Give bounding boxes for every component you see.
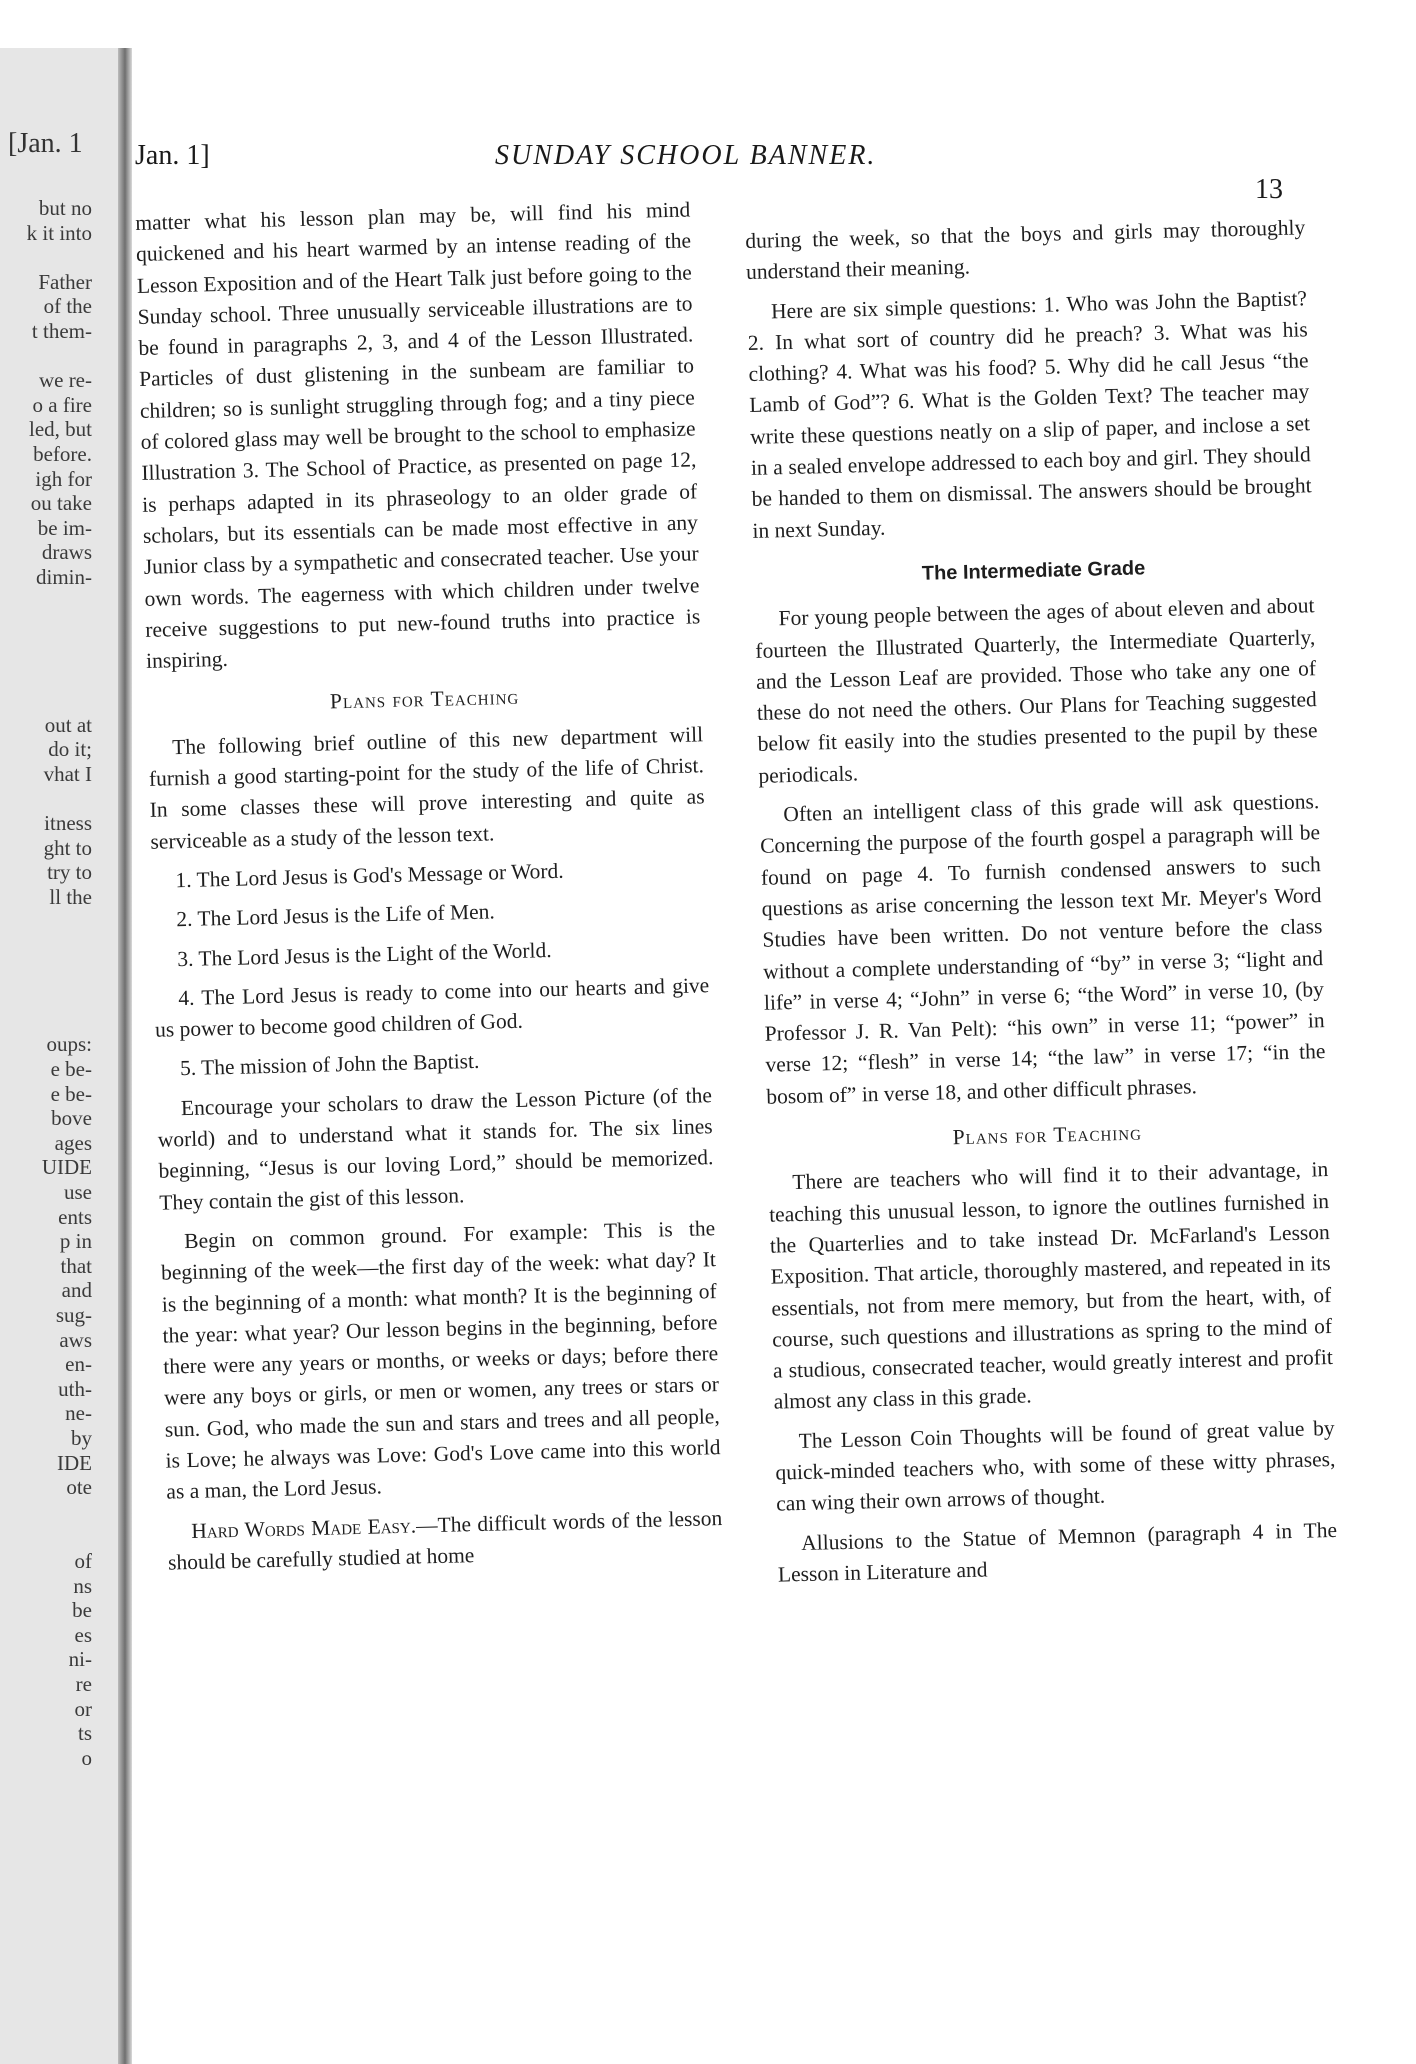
paragraph: Allusions to the Statue of Memnon (paragraph 4 in The Lesson in Literature and — [777, 1517, 1338, 1587]
facing-page-line: led, but — [29, 417, 92, 442]
facing-page-line: be im- — [37, 515, 92, 540]
facing-page-line: ote — [66, 1475, 92, 1500]
facing-page-line: en- — [65, 1352, 92, 1377]
facing-page-line: be — [72, 1598, 92, 1623]
facing-page-line: by — [71, 1426, 92, 1450]
section-heading: Plans for Teaching — [952, 1120, 1143, 1150]
facing-page-line: UIDE — [41, 1155, 92, 1180]
facing-page-line: ght to — [43, 835, 92, 860]
facing-page-fragment — [0, 48, 131, 2064]
facing-page-line: of the — [43, 294, 92, 319]
paragraph-hard-words — [167, 1503, 723, 1579]
facing-page-line: draws — [41, 540, 92, 565]
paragraph: There are teachers who will find it to their advantage, in teaching this unusual lesson, to ignore the outlines furnished in the Quarterlies and to take instead Dr. McFarland's Lesson Exposition. That article, thoroughly mastered, and repeated in its essentials, not from mere memory, but from the heart, with, of course, such questions and illustrations as spring to the mind of a studious, consecrated teacher, would greatly interest and profit almost any class in this grade. — [768, 1157, 1334, 1415]
facing-page-line: t them- — [31, 319, 92, 343]
facing-page-line: that — [60, 1253, 92, 1278]
facing-page-line: ne- — [65, 1401, 92, 1426]
section-heading: The Intermediate Grade — [921, 557, 1146, 585]
magazine-page — [135, 48, 1416, 2064]
paragraph: For young people between the ages of about eleven and about fourteen the Illustrated Quarterly, the Intermediate Quarterly, and the Lesson Leaf are provided. Those who take any one of these do not need the others. Our Plans for Teaching suggested below fit easily into the studies presented to the pupil by these periodicals. — [755, 593, 1318, 788]
facing-page-line: of — [74, 1549, 92, 1573]
facing-page-line: ll the — [49, 884, 92, 909]
facing-page-line: ents — [58, 1204, 92, 1229]
facing-page-line: ns — [73, 1573, 92, 1598]
facing-page-line: o — [81, 1745, 92, 1770]
facing-page-line: Father — [38, 269, 92, 294]
facing-page-line: bove — [51, 1106, 92, 1131]
outline-item: 3. The Lord Jesus is the Light of the World. — [177, 937, 552, 971]
paragraph: Begin on common ground. For example: This is the beginning of the week—the first day of the week: what day? It is the beginning of a month: what month? It is the beginning of the year: what year? Our lesson begins in the beginning, before there were any years or months, or weeks or days; before there were any boys or girls, or men or women, any trees or stars or sun. God, who made the sun and stars and trees and all people, is Love; he always was Love: God's Love came into this world as a man, the Lord Jesus. — [160, 1216, 721, 1504]
facing-page-line: uth- — [58, 1376, 92, 1401]
facing-page-line: before. — [33, 442, 92, 466]
outline-item: 1. The Lord Jesus is God's Message or Word. — [175, 858, 564, 893]
facing-page-line: ou take — [30, 491, 92, 516]
run-in-heading: Hard Words Made Easy. — [191, 1513, 417, 1543]
facing-page-line: but no — [38, 196, 92, 220]
facing-page-line: ni- — [68, 1647, 92, 1672]
facing-page-line: p in — [59, 1229, 92, 1254]
facing-page-line: re — [75, 1672, 92, 1696]
facing-page-line: dimin- — [36, 565, 92, 589]
facing-page-line: out at — [44, 712, 92, 737]
paragraph: Here are six simple questions: 1. Who was John the Baptist? 2. In what sort of country did he preach? 3. What was his clothing? 4. What was his food? 5. Why did he call Jesus “the Lamb of God”? 6. What is the Golden Text? The teacher may write these questions neatly on a slip of paper, and inclose a set in a sealed envelope addressed to each boy and girl. They should be handed to them on dismissal. The answers should be brought in next Sunday. — [747, 285, 1312, 543]
paragraph: Often an intelligent class of this grade will ask questions. Concerning the purpose of the fourth gospel a paragraph will be found on page 4. To furnish condensed answers to such questions as arise concerning the lesson text Mr. Meyer's Word Studies have been written. Do not venture before the class without a complete understanding of “by” in verse 3; “light and life” in verse 4; “John” in verse 6; “the Word” in verse 10, (by Professor J. R. Van Pelt): “his own” in verse 11; “power” in verse 12; “flesh” in verse 14; “the law” in verse 17; “in the bosom of” in verse 18, and other difficult phrases. — [759, 789, 1326, 1109]
paragraph: The Lesson Coin Thoughts will be found of great value by quick-minded teachers who, with some of these witty phrases, can wing their own arrows of thought. — [775, 1415, 1336, 1516]
facing-page-line: k it into — [26, 220, 92, 245]
running-head-date: Jan. 1] — [135, 140, 210, 171]
outline-item: 4. The Lord Jesus is ready to come into our hearts and give us power to become good children of God. — [154, 973, 710, 1042]
paragraph: during the week, so that the boys and girls may thoroughly understand their meaning. — [745, 215, 1306, 285]
facing-page-line: e be- — [50, 1081, 92, 1106]
facing-page-line: we re- — [38, 368, 92, 393]
facing-page-line: try to — [47, 860, 92, 885]
facing-page-line: o a fire — [32, 392, 92, 417]
paragraph: Encourage your scholars to draw the Lesson Picture (of the world) and to understand what it stands for. The six lines beginning, “Jesus is our loving Lord,” should be memorized. They contain the gist of this lesson. — [157, 1082, 714, 1215]
left-text-column — [135, 194, 724, 1586]
paragraph: matter what his lesson plan may be, will find his mind quickened and his heart warmed by an intense reading of the Lesson Exposition and of the Heart Talk just before going to the Sunday school. Three unusually serviceable illustrations are to be found in paragraphs 2, 3, and 4 of the Lesson Illustrated. Particles of dust glistening in the sunbeam are familiar to children; so is sunlight struggling through fog; and a tiny piece of colored glass may well be brought to the school to emphasize Illustration 3. The School of Practice, as presented on page 12, is perhaps adapted in its phraseology to an older grade of scholars, but its essentials can be made most effective in any Junior class by a sympathetic and consecrated teacher. Use your own words. The eagerness with which children under twelve receive suggestions to put new-found truths into practice is inspiring. — [135, 197, 701, 674]
facing-page-line: and — [61, 1278, 92, 1303]
page-number: 13 — [1255, 174, 1283, 205]
paragraph: The following brief outline of this new department will furnish a good starting-point for the study of the life of Christ. In some classes these will prove interesting and quite as serviceable as a study of the lesson text. — [148, 722, 705, 854]
facing-page-line: itness — [44, 811, 92, 835]
facing-page-line: use — [64, 1180, 92, 1204]
facing-page-line: igh for — [35, 466, 92, 491]
book-binding-gutter — [118, 48, 132, 2064]
facing-page-line: e be- — [50, 1057, 92, 1081]
facing-page-line: es — [74, 1622, 92, 1647]
facing-page-line: vhat I — [43, 761, 92, 786]
outline-item: 5. The mission of John the Baptist. — [179, 1049, 480, 1081]
facing-page-line: or — [74, 1696, 92, 1721]
facing-page-line: ts — [77, 1721, 92, 1746]
paragraph-text: —The difficult words of the lesson should be carefully studied at home — [167, 1505, 723, 1575]
right-text-column — [745, 212, 1338, 1598]
outline-item: 2. The Lord Jesus is the Life of Men. — [176, 899, 496, 932]
facing-page-line: do it; — [48, 737, 92, 762]
running-head-title: SUNDAY SCHOOL BANNER. — [495, 140, 877, 171]
facing-page-line: sug- — [55, 1303, 92, 1327]
section-heading: Plans for Teaching — [329, 685, 520, 714]
facing-page-line: ages — [54, 1130, 92, 1155]
facing-page-header: [Jan. 1 — [8, 128, 83, 159]
facing-page-line: IDE — [57, 1450, 92, 1475]
facing-page-line: oups: — [46, 1032, 92, 1057]
facing-page-line: aws — [59, 1327, 92, 1352]
